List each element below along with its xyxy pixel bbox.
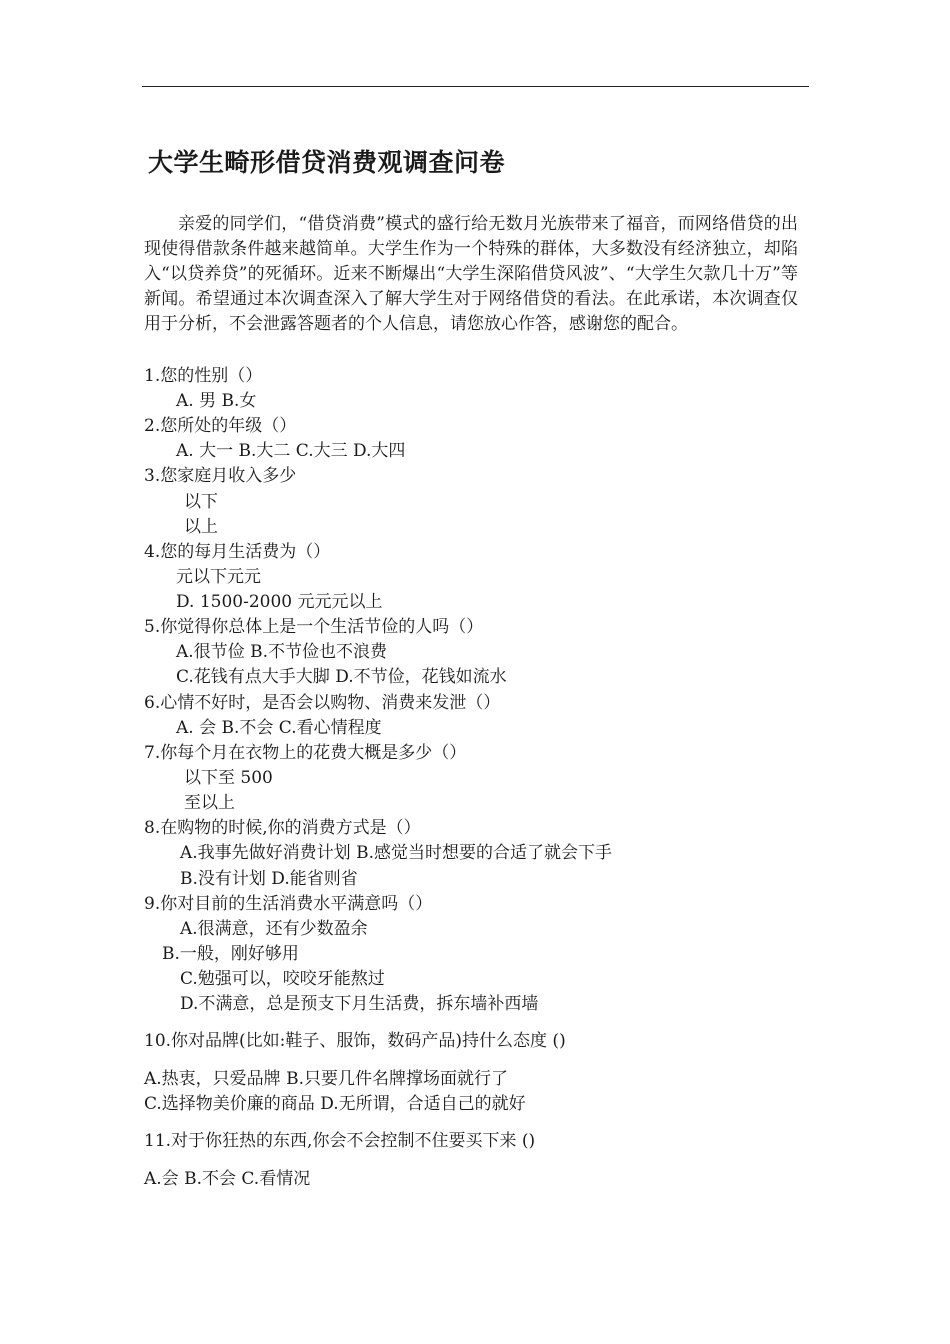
question-6-options: A. 会 B.不会 C.看心情程度 [176, 718, 382, 738]
question-9: 9.你对目前的生活消费水平满意吗（） [144, 894, 433, 914]
question-3-option: 以上 [184, 517, 218, 537]
question-8-options: B.没有计划 D.能省则省 [180, 869, 358, 889]
question-3-option: 以下 [184, 492, 218, 512]
question-2: 2.您所处的年级（） [144, 416, 297, 436]
question-7-option: 至以上 [184, 793, 235, 813]
header-rule [142, 86, 809, 87]
question-7: 7.你每个月在衣物上的花费大概是多少（） [144, 743, 467, 763]
question-1: 1.您的性别（） [144, 366, 263, 386]
question-8-options: A.我事先做好消费计划 B.感觉当时想要的合适了就会下手 [180, 843, 612, 863]
question-10: 10.你对品牌(比如:鞋子、服饰，数码产品)持什么态度 () [144, 1031, 566, 1051]
question-5-options: A.很节俭 B.不节俭也不浪费 [176, 642, 387, 662]
question-5: 5.你觉得你总体上是一个生活节俭的人吗（） [144, 617, 484, 637]
question-10-options: C.选择物美价廉的商品 D.无所谓，合适自己的就好 [144, 1094, 526, 1114]
question-10-options: A.热衷，只爱品牌 B.只要几件名牌撑场面就行了 [144, 1069, 508, 1089]
question-4-options: D. 1500-2000 元元元以上 [176, 592, 383, 612]
question-4: 4.您的每月生活费为（） [144, 542, 331, 562]
question-11-options: A.会 B.不会 C.看情况 [144, 1169, 311, 1189]
question-3: 3.您家庭月收入多少 [144, 466, 297, 486]
question-9-option: D.不满意，总是预支下月生活费，拆东墙补西墙 [180, 994, 539, 1014]
question-7-option: 以下至 500 [184, 768, 273, 788]
intro-paragraph: 亲爱的同学们，“借贷消费”模式的盛行给无数月光族带来了福音，而网络借贷的出现使得借款条件越来越简单。大学生作为一个特殊的群体，大多数没有经济独立，却陷入“以贷养贷”的死循环。近来不断爆出“大学生深陷借贷风波”、“大学生欠款几十万”等新闻。希望通过本次调查深入了解大学生对于网络借贷的看法。在此承诺，本次调查仅用于分析，不会泄露答题者的个人信息，请您放心作答，感谢您的配合。 [144, 214, 798, 334]
question-4-options: 元以下元元 [176, 567, 261, 587]
page-title: 大学生畸形借贷消费观调查问卷 [148, 148, 506, 177]
question-1-options: A. 男 B.女 [176, 391, 257, 411]
question-6: 6.心情不好时，是否会以购物、消费来发泄（） [144, 693, 501, 713]
question-9-option: C.勉强可以，咬咬牙能熬过 [180, 969, 385, 989]
question-11: 11.对于你狂热的东西,你会不会控制不住要买下来 () [144, 1131, 536, 1151]
question-8: 8.在购物的时候,你的消费方式是（） [144, 818, 421, 838]
question-2-options: A. 大一 B.大二 C.大三 D.大四 [176, 441, 406, 461]
question-9-option: B.一般，刚好够用 [162, 944, 299, 964]
question-9-option: A.很满意，还有少数盈余 [180, 919, 368, 939]
question-5-options: C.花钱有点大手大脚 D.不节俭，花钱如流水 [176, 667, 507, 687]
